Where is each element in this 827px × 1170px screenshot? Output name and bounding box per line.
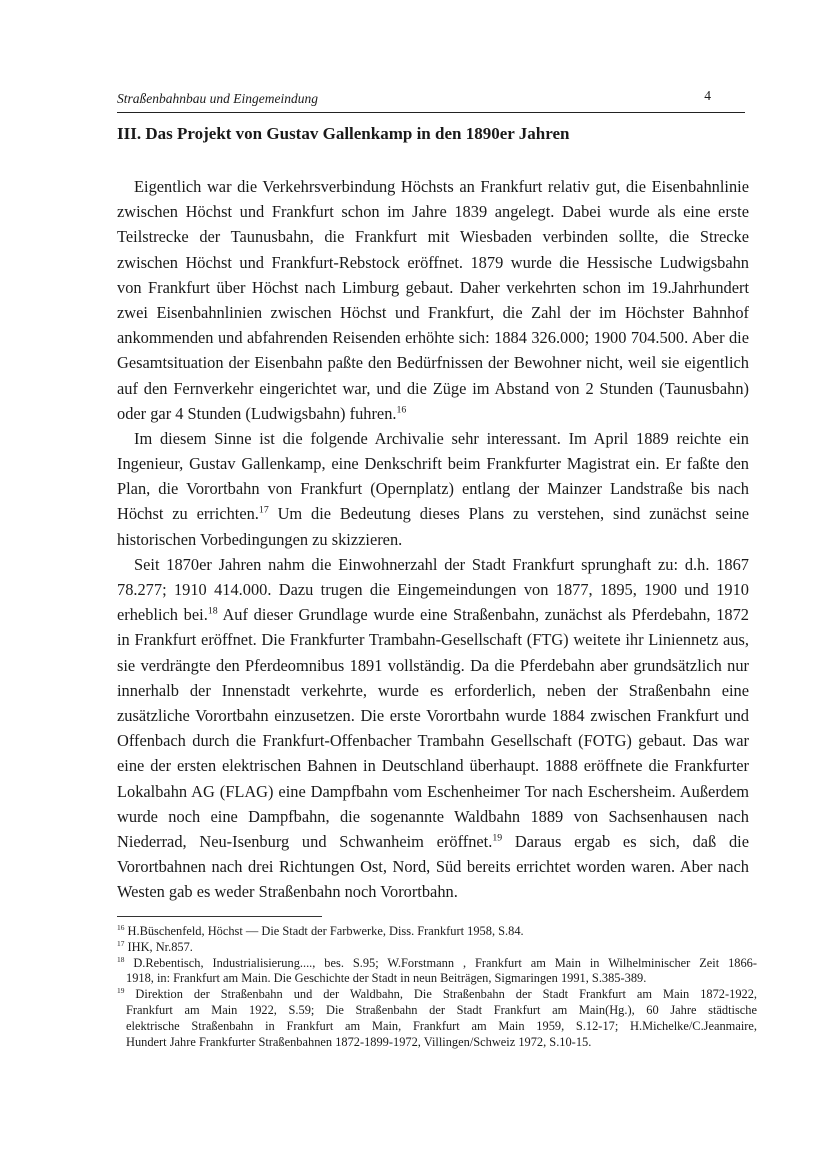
body-line	[117, 199, 749, 224]
body-line	[117, 250, 749, 275]
footnote-line	[117, 971, 757, 987]
body-line	[117, 451, 749, 476]
body-line-text: oder gar 4 Stunden (Ludwigsbahn) fuhren.	[117, 403, 397, 423]
body-line	[117, 804, 749, 829]
body-line-text: Im diesem Sinne ist die folgende Archivalie sehr interessant. Im April 1889 reichte ein	[134, 428, 749, 448]
body-line	[117, 174, 749, 199]
body-line	[117, 275, 749, 300]
body-text	[117, 174, 749, 904]
body-line-text: innerhalb der Innenstadt verkehrte, wurde es erforderlich, neben der Straßenbahn eine	[117, 680, 749, 700]
body-line-text: historischen Vorbedingungen zu skizzieren.	[117, 529, 403, 549]
body-line-text: zusätzliche Vorortbahn einzusetzen. Die erste Vorortbahn wurde 1884 zwischen Frankfurt und	[117, 705, 749, 725]
body-line	[117, 879, 749, 904]
body-line-text: Seit 1870er Jahren nahm die Einwohnerzahl der Stadt Frankfurt sprunghaft zu: d.h. 1867	[134, 554, 749, 574]
body-line	[117, 854, 749, 879]
footnote-line	[117, 956, 757, 972]
footnote-number: 16	[117, 922, 125, 932]
body-line-text: Teilstrecke der Taunusbahn, die Frankfurt mit Wiesbaden verbinden sollte, die Strecke	[117, 227, 749, 247]
body-line	[117, 527, 749, 552]
body-line-text: Offenbach durch die Frankfurt-Offenbacher Trambahn Gesellschaft (FOTG) gebaut. Das war	[117, 731, 749, 751]
page-number: 4	[704, 88, 711, 103]
footnote-number: 18	[117, 954, 125, 964]
body-line-text: Westen gab es weder Straßenbahn noch Vorortbahn.	[117, 882, 458, 902]
footnote-text: D.Rebentisch, Industrialisierung...., bes. S.95; W.Forstmann , Frankfurt am Main in Wilhelminischer Zeit 1866-	[124, 955, 757, 970]
body-line-text: eine der ersten elektrischen Bahnen in Deutschland überhaupt. 1888 eröffnete die Frankfurter	[117, 756, 749, 776]
body-line	[117, 426, 749, 451]
footnote-line	[117, 1019, 757, 1035]
footnote-line	[117, 1035, 757, 1051]
running-header	[117, 88, 745, 113]
body-line	[117, 577, 749, 602]
footnote-reference: 17	[258, 504, 269, 516]
body-line	[117, 376, 749, 401]
body-line-text: zwischen Höchst und Frankfurt-Rebstock eröffnet. 1879 wurde die Hessische Ludwigsbahn	[117, 252, 749, 272]
body-line-text: zwischen Höchst und Frankfurt schon im Jahre 1839 angelegt. Dabei wurde als eine erste	[117, 202, 749, 222]
footnote-text: 1918, in: Frankfurt am Main. Die Geschichte der Stadt in neun Beiträgen, Sigmaringen 1991, S.385-389.	[126, 971, 647, 986]
body-line-text: 78.277; 1910 414.000. Dazu trugen die Eingemeindungen von 1877, 1895, 1900 und 1910	[117, 580, 749, 599]
body-line-text: Auf dieser Grundlage wurde eine Straßenbahn, zunächst als Pferdebahn, 1872	[217, 605, 749, 625]
body-line-text: Vorortbahnen nach drei Richtungen Ost, Nord, Süd bereits errichtet worden waren. Aber nach	[117, 857, 749, 877]
body-line-text: in Frankfurt eröffnet. Die Frankfurter Trambahn-Gesellschaft (FTG) weitete ihr Liniennetz aus,	[117, 630, 749, 650]
body-line-text: ankommenden und abfahrenden Reisenden erhöhte sich: 1884 326.000; 1900 704.500. Aber die	[117, 328, 749, 348]
body-line-text: auf den Fernverkehr eingerichtet war, und die Züge im Abstand von 2 Stunden (Taunusbahn)	[117, 378, 749, 398]
footnote-text: Direktion der Straßenbahn und der Waldbahn, Die Straßenbahn der Stadt Frankfurt am Main 1872-1922,	[124, 987, 757, 1002]
body-line-text: Gesamtsituation der Eisenbahn paßte den Bedürfnissen der Bewohner nicht, weil sie eigentlich	[117, 353, 749, 373]
footnote-reference: 18	[207, 605, 218, 617]
running-title: Straßenbahnbau und Eingemeindung	[117, 91, 318, 106]
body-line	[117, 602, 749, 627]
section-heading: III. Das Projekt von Gustav Gallenkamp in den 1890er Jahren	[117, 124, 570, 143]
body-line-text: Um die Bedeutung dieses Plans zu verstehen, sind zunächst seine	[268, 504, 749, 524]
body-line-text: zwei Eisenbahnlinien zwischen Höchst und Frankfurt, die Zahl der im Höchster Bahnhof	[117, 302, 749, 322]
body-line	[117, 728, 749, 753]
footnote-separator	[117, 916, 322, 917]
footnote-text: elektrische Straßenbahn in Frankfurt am Main, Frankfurt am Main 1959, S.12-17; H.Michelke/C.Jeanmaire,	[126, 1018, 757, 1033]
body-line	[117, 552, 749, 577]
body-line-text: Niederrad, Neu-Isenburg und Schwanheim eröffnet.	[117, 831, 493, 851]
footnote-text: Frankfurt am Main 1922, S.59; Die Straßenbahn der Stadt Frankfurt am Main(Hg.), 60 Jahre städtische	[126, 1002, 757, 1017]
body-line-text: sie verdrängte den Pferdeomnibus 1891 vollständig. Da die Pferdebahn aber grundsätzlich nur	[117, 655, 749, 675]
body-line	[117, 627, 749, 652]
footnote-line	[117, 924, 757, 940]
body-line	[117, 779, 749, 804]
body-line-text: Plan, die Vorortbahn von Frankfurt (Opernplatz) entlang der Mainzer Landstraße bis nach	[117, 479, 749, 499]
body-line	[117, 753, 749, 778]
body-line	[117, 325, 749, 350]
footnote-text: Hundert Jahre Frankfurter Straßenbahnen 1872-1899-1972, Villingen/Schweiz 1972, S.10-15.	[126, 1034, 592, 1049]
body-line	[117, 300, 749, 325]
body-line	[117, 829, 749, 854]
body-line	[117, 703, 749, 728]
body-line-text: Ingenieur, Gustav Gallenkamp, eine Denkschrift beim Frankfurter Magistrat ein. Er faßte den	[117, 454, 749, 474]
body-line-text: Daraus ergab es sich, daß die	[502, 831, 749, 851]
body-line	[117, 350, 749, 375]
footnote-line	[117, 987, 757, 1003]
body-line-text: von Frankfurt über Höchst nach Limburg gebaut. Daher verkehrten schon im 19.Jahrhundert	[117, 277, 749, 297]
footnote-text: IHK, Nr.857.	[124, 939, 193, 954]
body-line	[117, 401, 749, 426]
footnote-number: 19	[117, 986, 125, 996]
body-line-text: erheblich bei.	[117, 605, 208, 625]
footnotes	[117, 924, 757, 1050]
body-line-text: Höchst zu errichten.	[117, 504, 259, 524]
body-line	[117, 653, 749, 678]
body-line-text: Eigentlich war die Verkehrsverbindung Höchsts an Frankfurt relativ gut, die Eisenbahnlinie	[134, 177, 749, 196]
body-line	[117, 224, 749, 249]
body-line	[117, 678, 749, 703]
footnote-number: 17	[117, 938, 125, 948]
body-line-text: Lokalbahn AG (FLAG) eine Dampfbahn vom Eschenheimer Tor nach Eschersheim. Außerdem	[117, 781, 749, 801]
footnote-line	[117, 940, 757, 956]
footnote-reference: 19	[492, 832, 503, 844]
body-line-text: wurde noch eine Dampfbahn, die sogenannte Waldbahn 1889 von Sachsenhausen nach	[117, 806, 749, 826]
body-line	[117, 476, 749, 501]
footnote-reference: 16	[396, 404, 407, 416]
footnote-text: H.Büschenfeld, Höchst — Die Stadt der Farbwerke, Diss. Frankfurt 1958, S.84.	[124, 924, 524, 938]
footnote-line	[117, 1003, 757, 1019]
body-line	[117, 501, 749, 526]
